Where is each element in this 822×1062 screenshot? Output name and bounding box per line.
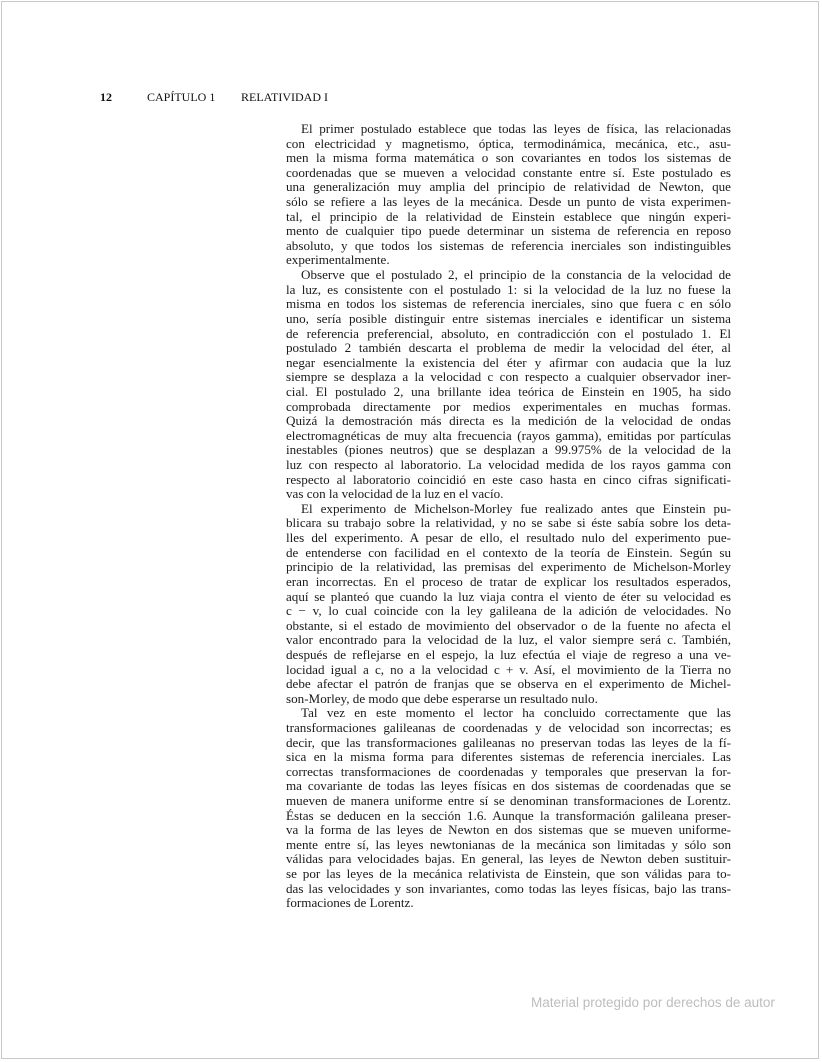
text-line: una generalización muy amplia del principio de relatividad de Newton, que [286, 179, 731, 195]
page-number: 12 [100, 90, 112, 104]
text-line: decir, que las transformaciones galileanas no preservan todas las leyes de la fí- [286, 734, 731, 750]
text-line: electromagnéticas de muy alta frecuencia (rayos gamma), emitidas por partículas [286, 427, 731, 443]
text-line: después de reflejarse en el espejo, la luz efectúa el viaje de regreso a una ve- [286, 646, 731, 662]
paragraph [286, 502, 731, 707]
text-line: Tal vez en este momento el lector ha concluido correctamente que las [301, 705, 731, 721]
text-line: das las velocidades y son invariantes, como todas las leyes físicas, bajo las trans- [286, 880, 731, 896]
text-line: principio de la relatividad, las premisas del experimento de Michelson-Morley [286, 559, 731, 575]
text-line: va la forma de las leyes de Newton en dos sistemas que se mueven uniforme- [286, 822, 731, 838]
text-line: misma en todos los sistemas de referencia inerciales, sino que fuera c en sólo [286, 296, 731, 312]
text-line: negar esencialmente la existencia del éter y afirmar con audacia que la luz [286, 354, 731, 370]
text-line: cial. El postulado 2, una brillante idea teórica de Einstein en 1905, ha sido [286, 383, 731, 399]
text-line: El primer postulado establece que todas las leyes de física, las relacionadas [301, 121, 731, 136]
text-line: son-Morley, de modo que debe esperarse un resultado nulo. [286, 690, 598, 706]
text-line: de referencia preferencial, absoluto, en contradicción con el postulado 1. El [286, 325, 731, 341]
text-line: experimentalmente. [286, 252, 390, 268]
text-line: Observe que el postulado 2, el principio de la constancia de la velocidad de [301, 267, 731, 283]
text-line: válidas para velocidades bajas. En general, las leyes de Newton deben sustituir- [286, 851, 731, 867]
text-line: uno, sería posible distinguir entre sistemas inerciales e identificar un sistema [286, 310, 731, 326]
text-line: aquí se planteó que cuando la luz viaja contra el viento de éter su velocidad es [286, 588, 731, 604]
text-line: sólo se refiere a las leyes de la mecánica. Desde un punto de vista experimen- [286, 194, 731, 210]
text-line: transformaciones galileanas de coordenadas y de velocidad son incorrectas; es [286, 719, 731, 735]
paragraph [286, 122, 731, 268]
text-line: la luz, es consistente con el postulado 1: si la velocidad de la luz no fuese la [286, 281, 731, 297]
text-line: ma covariante de todas las leyes físicas en dos sistemas de coordenadas que se [286, 778, 731, 794]
text-line: tal, el principio de la relatividad de Einstein establece que ningún experi- [286, 208, 731, 224]
text-line: correctas transformaciones de coordenadas y temporales que preservan la for- [286, 763, 731, 779]
text-line: postulado 2 también descarta el problema de medir la velocidad del éter, al [286, 340, 731, 356]
text-line: inestables (piones neutros) que se desplazan a 99.975% de la velocidad de la [286, 442, 731, 458]
text-line: lles del experimento. A pesar de ello, el resultado nulo del experimento pue- [286, 530, 731, 546]
text-line: Éstas se deducen en la sección 1.6. Aunque la transformación galileana preser- [286, 807, 731, 823]
text-line: debe afectar el patrón de franjas que se observa en el experimento de Michel- [286, 676, 731, 692]
text-line: siempre se desplaza a la velocidad c con respecto a cualquier observador iner- [286, 369, 731, 385]
text-line: coordenadas que se mueven a velocidad constante entre sí. Este postulado es [286, 164, 731, 180]
text-line: de entenderse con facilidad en el contexto de la teoría de Einstein. Según su [286, 544, 731, 560]
text-line: c − v, lo cual coincide con la ley galileana de la adición de velocidades. No [286, 603, 731, 619]
paragraph [286, 706, 731, 911]
text-line: El experimento de Michelson-Morley fue realizado antes que Einstein pu- [301, 500, 731, 516]
chapter-label: CAPÍTULO 1 [147, 90, 216, 104]
paragraph [286, 268, 731, 502]
text-line: mento de cualquier tipo puede determinar un sistema de referencia en reposo [286, 223, 731, 239]
text-line: eran incorrectas. En el proceso de tratar de explicar los resultados esperados, [286, 573, 731, 589]
text-line: obstante, si el estado de movimiento del observador o de la fuente no afecta el [286, 617, 731, 633]
body-text [286, 122, 731, 911]
text-line: men la misma forma matemática o son covariantes en todos los sistemas de [286, 150, 731, 166]
text-line: formaciones de Lorentz. [286, 895, 414, 911]
text-line: valor encontrado para la velocidad de la luz, el valor siempre será c. También, [286, 632, 731, 648]
text-line: locidad igual a c, no a la velocidad c + v. Así, el movimiento de la Tierra no [286, 661, 731, 677]
text-line: blicara su trabajo sobre la relatividad, y no se sabe si éste sabía sobre los deta- [286, 515, 731, 531]
section-title: RELATIVIDAD I [241, 90, 328, 104]
text-line: con electricidad y magnetismo, óptica, termodinámica, mecánica, etc., asu- [286, 135, 731, 151]
copyright-watermark: Material protegido por derechos de autor [531, 995, 775, 1010]
text-line: Quizá la demostración más directa es la medición de la velocidad de ondas [286, 413, 731, 429]
text-line: mente entre sí, las leyes newtonianas de la mecánica son limitadas y sólo son [286, 836, 731, 852]
text-line: absoluto, y que todos los sistemas de referencia inerciales son indistinguibles [286, 237, 731, 253]
text-line: sica en la misma forma para diferentes sistemas de referencia inerciales. Las [286, 749, 731, 765]
text-line: luz con respecto al laboratorio. La velocidad medida de los rayos gamma con [286, 457, 731, 473]
text-line: se por las leyes de la mecánica relativista de Einstein, que son válidas para to- [286, 866, 731, 882]
text-line: vas con la velocidad de la luz en el vacío. [286, 486, 504, 502]
text-line: respecto al laboratorio coincidió en este caso hasta en cinco cifras significati- [286, 471, 731, 487]
text-line: comprobada directamente por medios experimentales en muchas formas. [286, 398, 731, 414]
text-line: mueven de manera uniforme entre sí se denominan transformaciones de Lorentz. [286, 793, 731, 809]
